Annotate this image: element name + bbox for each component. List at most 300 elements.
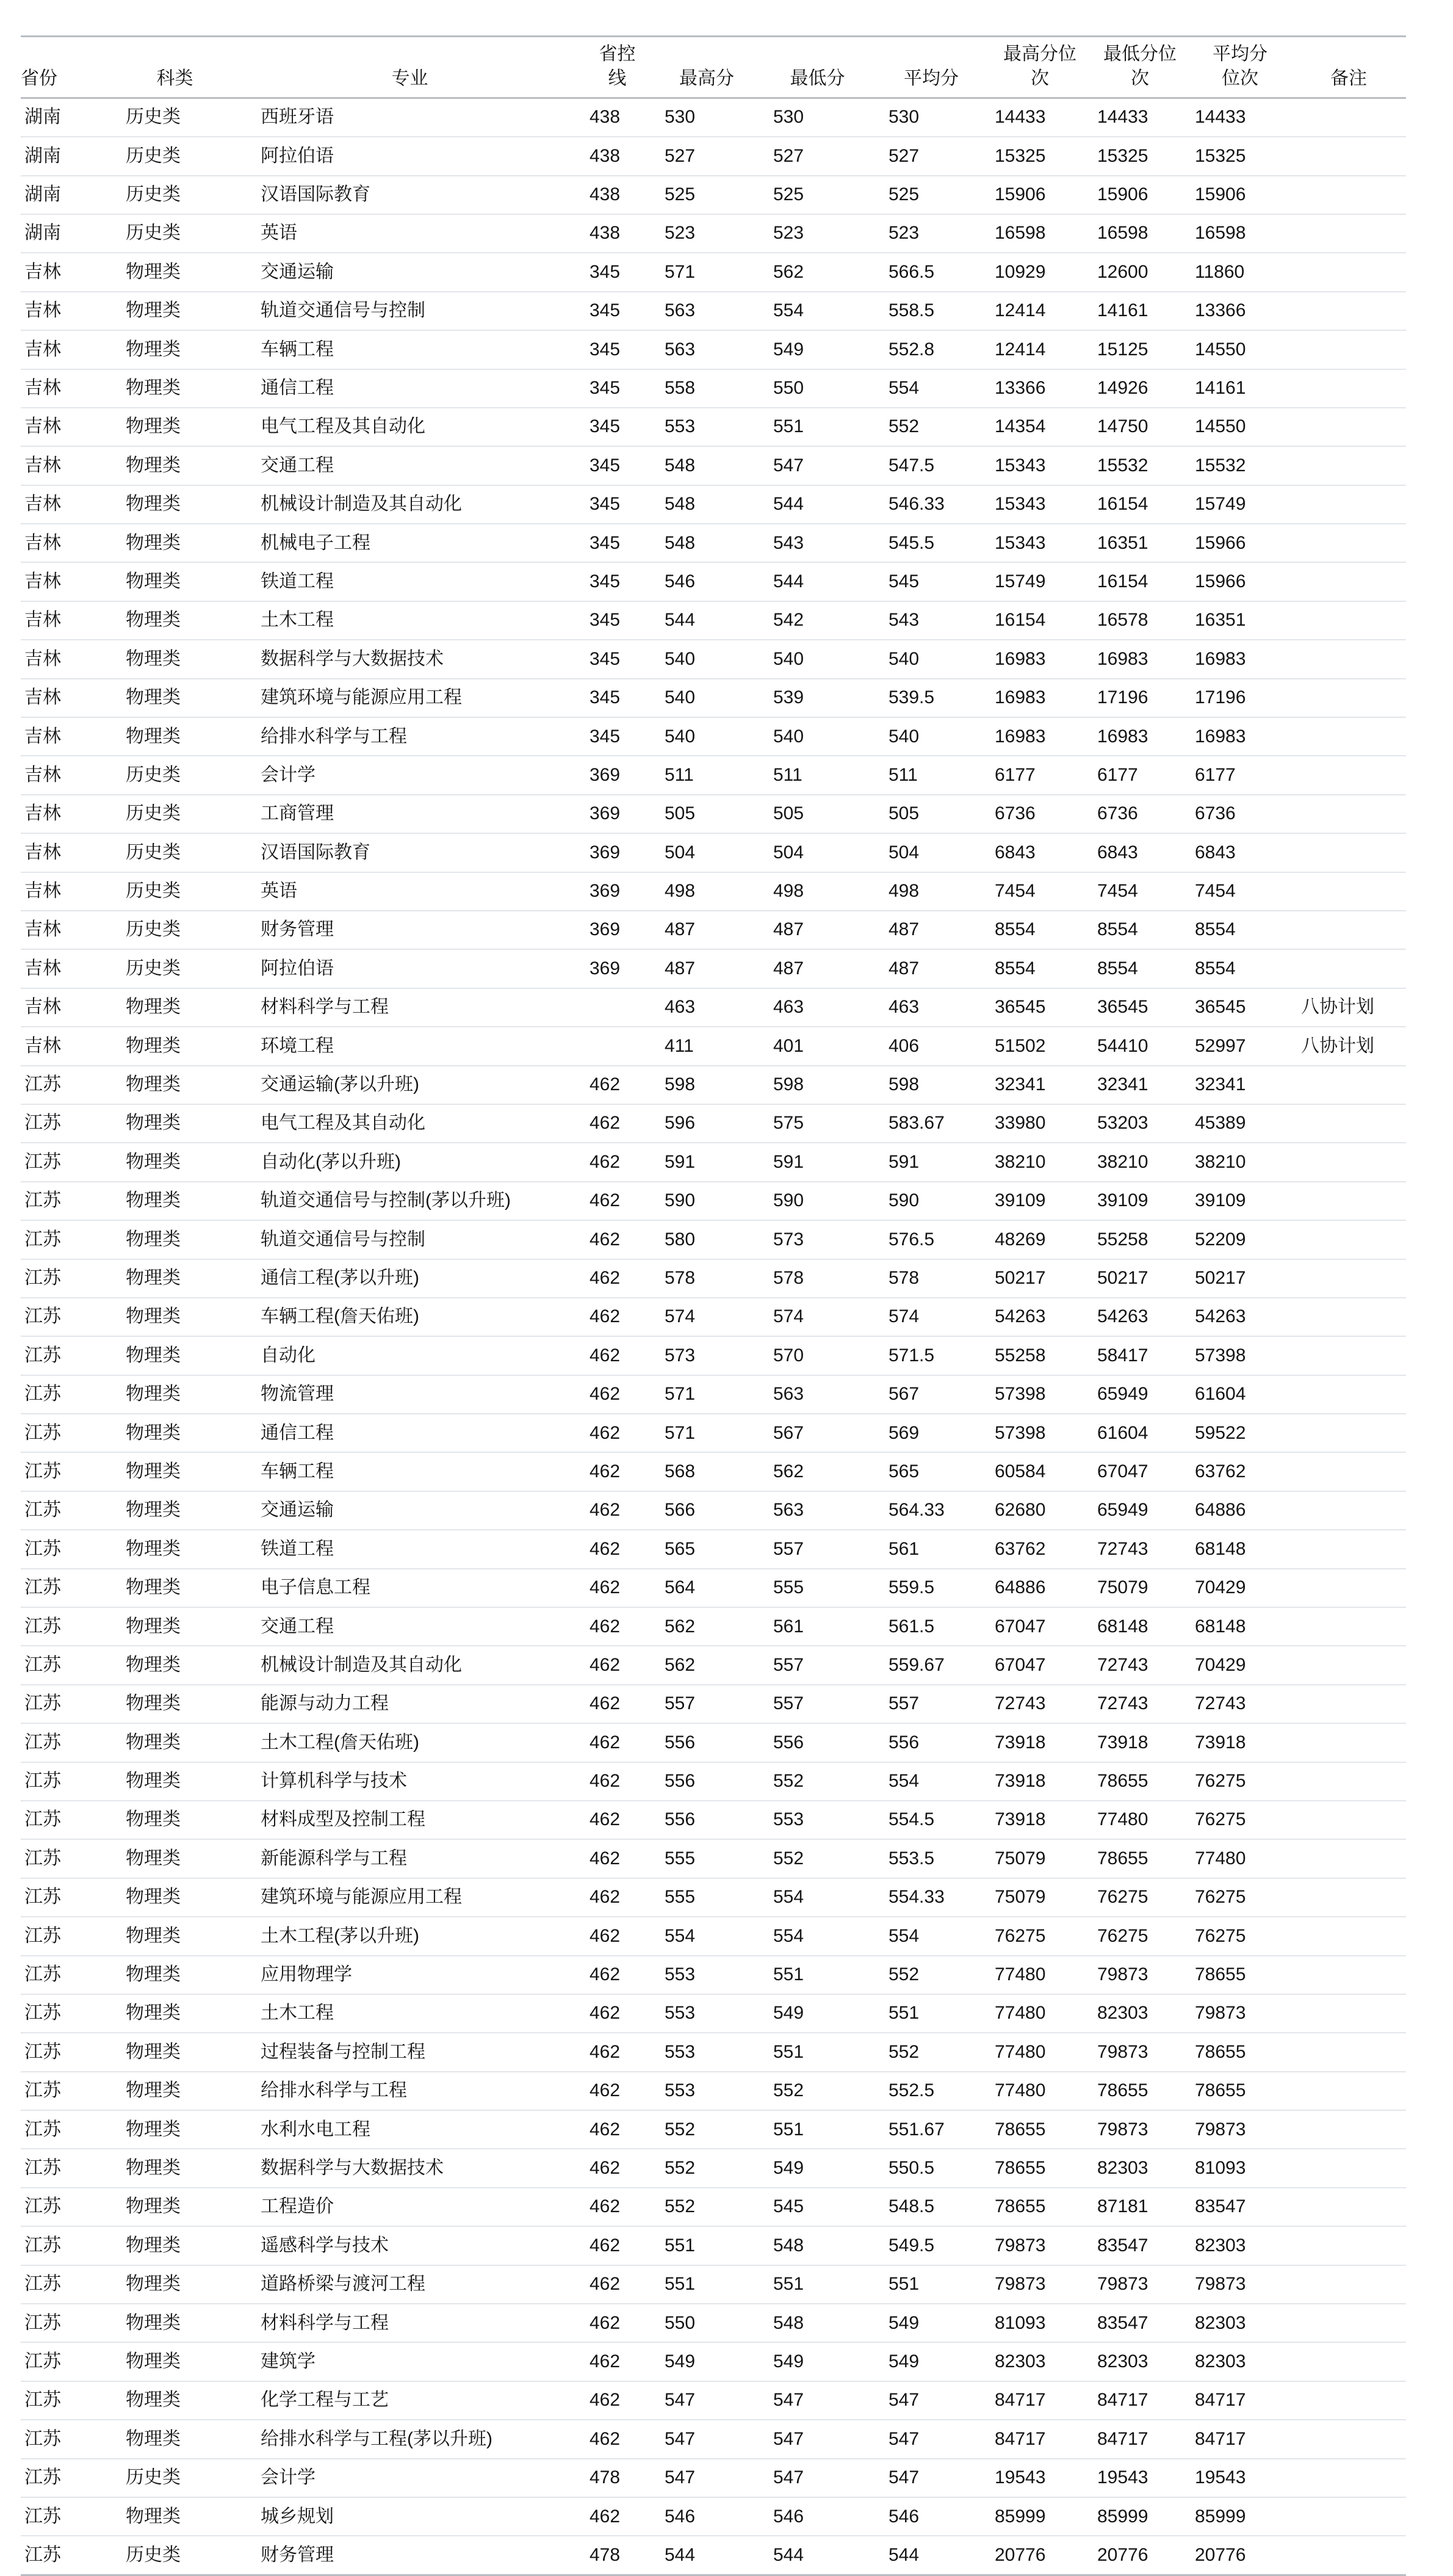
table-row <box>21 1569 1406 1607</box>
cell-min-rank: 32341 <box>1091 1066 1189 1104</box>
cell-note <box>1291 2226 1406 2265</box>
cell-major: 交通工程 <box>237 1607 582 1646</box>
cell-major: 英语 <box>237 872 582 911</box>
cell-avg-score: 527 <box>874 137 989 175</box>
cell-category: 物理类 <box>112 1762 237 1801</box>
cell-avg-score: 552 <box>874 1956 989 1994</box>
cell-province: 吉林 <box>21 253 112 291</box>
cell-major: 建筑环境与能源应用工程 <box>237 1878 582 1917</box>
cell-province: 湖南 <box>21 214 112 253</box>
column-header-provincial-line <box>582 37 652 98</box>
cell-province: 江苏 <box>21 1220 112 1259</box>
cell-min-rank: 84717 <box>1091 2381 1189 2420</box>
cell-avg-rank: 17196 <box>1189 679 1291 717</box>
cell-category: 物理类 <box>112 485 237 524</box>
table-row <box>21 1182 1406 1220</box>
cell-province: 吉林 <box>21 795 112 833</box>
cell-max-rank: 16983 <box>989 640 1091 678</box>
cell-note <box>1291 717 1406 756</box>
cell-province: 江苏 <box>21 1066 112 1104</box>
table-row <box>21 1762 1406 1801</box>
cell-max-score: 523 <box>652 214 761 253</box>
cell-major: 汉语国际教育 <box>237 176 582 214</box>
cell-avg-score: 544 <box>874 2536 989 2575</box>
cell-avg-score: 487 <box>874 911 989 949</box>
cell-min-rank: 16154 <box>1091 562 1189 601</box>
table-header <box>21 37 1406 98</box>
cell-min-rank: 15125 <box>1091 330 1189 369</box>
cell-avg-rank: 79873 <box>1189 2265 1291 2304</box>
cell-avg-score: 554.5 <box>874 1801 989 1839</box>
cell-provincial-line: 462 <box>582 1143 652 1181</box>
cell-major: 车辆工程 <box>237 330 582 369</box>
cell-avg-rank: 15532 <box>1189 446 1291 485</box>
cell-max-rank: 78655 <box>989 2188 1091 2226</box>
cell-note <box>1291 2536 1406 2575</box>
cell-min-score: 563 <box>761 1375 874 1414</box>
cell-max-score: 553 <box>652 1956 761 1994</box>
cell-note: 八协计划 <box>1291 988 1406 1027</box>
cell-avg-rank: 61604 <box>1189 1375 1291 1414</box>
cell-note <box>1291 1104 1406 1143</box>
cell-min-rank: 72743 <box>1091 1685 1189 1723</box>
cell-min-score: 547 <box>761 2420 874 2458</box>
cell-provincial-line <box>582 1027 652 1065</box>
table-body <box>21 98 1406 2575</box>
cell-category: 历史类 <box>112 2459 237 2497</box>
cell-max-score: 596 <box>652 1104 761 1143</box>
cell-min-rank: 16983 <box>1091 640 1189 678</box>
cell-min-rank: 72743 <box>1091 1530 1189 1568</box>
cell-min-rank: 15325 <box>1091 137 1189 175</box>
table-row <box>21 1414 1406 1452</box>
cell-max-score: 540 <box>652 717 761 756</box>
table-row <box>21 330 1406 369</box>
cell-avg-rank: 13366 <box>1189 292 1291 330</box>
cell-major: 车辆工程(詹天佑班) <box>237 1298 582 1336</box>
cell-min-rank: 87181 <box>1091 2188 1189 2226</box>
cell-major: 会计学 <box>237 2459 582 2497</box>
cell-province: 吉林 <box>21 446 112 485</box>
cell-category: 物理类 <box>112 1685 237 1723</box>
cell-max-score: 564 <box>652 1569 761 1607</box>
cell-min-score: 525 <box>761 176 874 214</box>
cell-avg-rank: 77480 <box>1189 1839 1291 1878</box>
cell-avg-score: 557 <box>874 1685 989 1723</box>
cell-category: 物理类 <box>112 601 237 640</box>
cell-min-rank: 53203 <box>1091 1104 1189 1143</box>
cell-min-score: 547 <box>761 446 874 485</box>
cell-min-score: 557 <box>761 1646 874 1684</box>
column-header-major-line2: 专业 <box>391 68 428 89</box>
cell-provincial-line: 462 <box>582 2149 652 2187</box>
table-row <box>21 137 1406 175</box>
cell-province: 吉林 <box>21 756 112 794</box>
cell-min-score: 578 <box>761 1259 874 1298</box>
cell-note <box>1291 1685 1406 1723</box>
cell-max-rank: 72743 <box>989 1685 1091 1723</box>
cell-max-score: 552 <box>652 2110 761 2149</box>
table-row <box>21 2459 1406 2497</box>
cell-province: 江苏 <box>21 1182 112 1220</box>
cell-max-rank: 7454 <box>989 872 1091 911</box>
table-row <box>21 1530 1406 1568</box>
cell-note <box>1291 408 1406 446</box>
cell-max-score: 551 <box>652 2226 761 2265</box>
cell-min-score: 562 <box>761 253 874 291</box>
cell-avg-score: 554 <box>874 369 989 408</box>
cell-max-score: 571 <box>652 1414 761 1452</box>
cell-category: 物理类 <box>112 717 237 756</box>
cell-max-score: 573 <box>652 1336 761 1375</box>
cell-avg-score: 569 <box>874 1414 989 1452</box>
cell-note <box>1291 253 1406 291</box>
cell-min-score: 498 <box>761 872 874 911</box>
cell-provincial-line: 345 <box>582 253 652 291</box>
cell-min-score: 550 <box>761 369 874 408</box>
cell-major: 财务管理 <box>237 911 582 949</box>
cell-avg-rank: 78655 <box>1189 2033 1291 2071</box>
cell-category: 物理类 <box>112 2188 237 2226</box>
cell-avg-rank: 78655 <box>1189 1956 1291 1994</box>
table-row <box>21 601 1406 640</box>
cell-min-rank: 16598 <box>1091 214 1189 253</box>
cell-provincial-line: 369 <box>582 795 652 833</box>
cell-major: 英语 <box>237 214 582 253</box>
cell-max-rank: 77480 <box>989 2033 1091 2071</box>
cell-province: 江苏 <box>21 2342 112 2381</box>
cell-category: 物理类 <box>112 446 237 485</box>
cell-max-rank: 14433 <box>989 98 1091 137</box>
cell-max-score: 568 <box>652 1452 761 1491</box>
table-row <box>21 292 1406 330</box>
cell-min-rank: 77480 <box>1091 1801 1189 1839</box>
cell-province: 江苏 <box>21 1994 112 2033</box>
cell-avg-score: 530 <box>874 98 989 137</box>
cell-category: 物理类 <box>112 1143 237 1181</box>
cell-avg-rank: 64886 <box>1189 1491 1291 1530</box>
cell-avg-rank: 15325 <box>1189 137 1291 175</box>
cell-max-rank: 15906 <box>989 176 1091 214</box>
cell-provincial-line: 462 <box>582 1607 652 1646</box>
cell-avg-rank: 79873 <box>1189 1994 1291 2033</box>
cell-category: 物理类 <box>112 640 237 678</box>
cell-category: 物理类 <box>112 562 237 601</box>
cell-note <box>1291 330 1406 369</box>
cell-category: 物理类 <box>112 679 237 717</box>
cell-avg-rank: 38210 <box>1189 1143 1291 1181</box>
cell-province: 江苏 <box>21 1607 112 1646</box>
cell-note <box>1291 2188 1406 2226</box>
cell-avg-rank: 85999 <box>1189 2497 1291 2536</box>
cell-category: 物理类 <box>112 1414 237 1452</box>
cell-province: 江苏 <box>21 2536 112 2575</box>
cell-province: 江苏 <box>21 1685 112 1723</box>
cell-major: 给排水科学与工程 <box>237 2072 582 2110</box>
cell-min-score: 539 <box>761 679 874 717</box>
cell-province: 吉林 <box>21 949 112 988</box>
cell-provincial-line: 345 <box>582 292 652 330</box>
cell-provincial-line: 462 <box>582 2188 652 2226</box>
cell-category: 物理类 <box>112 2497 237 2536</box>
table-row <box>21 1917 1406 1955</box>
cell-province: 吉林 <box>21 872 112 911</box>
cell-max-score: 553 <box>652 1994 761 2033</box>
cell-category: 物理类 <box>112 1182 237 1220</box>
cell-provincial-line: 462 <box>582 1801 652 1839</box>
cell-avg-score: 598 <box>874 1066 989 1104</box>
cell-max-rank: 75079 <box>989 1878 1091 1917</box>
table-row <box>21 98 1406 137</box>
cell-max-rank: 79873 <box>989 2265 1091 2304</box>
table-row <box>21 2149 1406 2187</box>
table-row <box>21 562 1406 601</box>
cell-major: 土木工程 <box>237 1994 582 2033</box>
cell-note <box>1291 756 1406 794</box>
table-row <box>21 369 1406 408</box>
cell-min-score: 549 <box>761 1994 874 2033</box>
cell-avg-rank: 78655 <box>1189 2072 1291 2110</box>
cell-min-rank: 17196 <box>1091 679 1189 717</box>
cell-category: 历史类 <box>112 872 237 911</box>
cell-max-score: 552 <box>652 2149 761 2187</box>
table-row <box>21 1104 1406 1143</box>
cell-min-rank: 16983 <box>1091 717 1189 756</box>
cell-category: 历史类 <box>112 911 237 949</box>
cell-note <box>1291 795 1406 833</box>
cell-min-score: 570 <box>761 1336 874 1375</box>
cell-max-score: 565 <box>652 1530 761 1568</box>
table-row <box>21 2536 1406 2575</box>
cell-max-score: 563 <box>652 330 761 369</box>
cell-avg-rank: 63762 <box>1189 1452 1291 1491</box>
cell-avg-score: 551 <box>874 2265 989 2304</box>
cell-category: 物理类 <box>112 1259 237 1298</box>
cell-max-rank: 10929 <box>989 253 1091 291</box>
cell-major: 阿拉伯语 <box>237 949 582 988</box>
cell-max-score: 548 <box>652 524 761 562</box>
cell-min-score: 573 <box>761 1220 874 1259</box>
cell-province: 江苏 <box>21 1336 112 1375</box>
cell-category: 物理类 <box>112 1298 237 1336</box>
cell-min-rank: 58417 <box>1091 1336 1189 1375</box>
cell-avg-rank: 14161 <box>1189 369 1291 408</box>
cell-avg-rank: 81093 <box>1189 2149 1291 2187</box>
cell-min-score: 505 <box>761 795 874 833</box>
cell-max-score: 547 <box>652 2459 761 2497</box>
table-row <box>21 795 1406 833</box>
cell-note <box>1291 1994 1406 2033</box>
header-row <box>21 37 1406 98</box>
cell-min-score: 530 <box>761 98 874 137</box>
cell-avg-rank: 79873 <box>1189 2110 1291 2149</box>
cell-major: 土木工程(詹天佑班) <box>237 1723 582 1762</box>
cell-note <box>1291 214 1406 253</box>
cell-max-rank: 15343 <box>989 446 1091 485</box>
column-header-avg-rank <box>1189 37 1291 98</box>
cell-provincial-line: 462 <box>582 2110 652 2149</box>
cell-avg-score: 406 <box>874 1027 989 1065</box>
cell-min-score: 554 <box>761 1917 874 1955</box>
cell-category: 物理类 <box>112 1994 237 2033</box>
table-row <box>21 2420 1406 2458</box>
cell-avg-rank: 39109 <box>1189 1182 1291 1220</box>
cell-min-score: 556 <box>761 1723 874 1762</box>
cell-avg-rank: 76275 <box>1189 1801 1291 1839</box>
cell-max-score: 562 <box>652 1646 761 1684</box>
cell-major: 自动化 <box>237 1336 582 1375</box>
column-header-max-score <box>652 37 761 98</box>
cell-avg-score: 561 <box>874 1530 989 1568</box>
cell-province: 吉林 <box>21 369 112 408</box>
cell-avg-rank: 8554 <box>1189 911 1291 949</box>
cell-category: 物理类 <box>112 1607 237 1646</box>
cell-category: 物理类 <box>112 1491 237 1530</box>
cell-avg-score: 551 <box>874 1994 989 2033</box>
table-row <box>21 1336 1406 1375</box>
cell-note <box>1291 1839 1406 1878</box>
cell-provincial-line: 462 <box>582 1878 652 1917</box>
cell-provincial-line: 345 <box>582 601 652 640</box>
cell-major: 材料成型及控制工程 <box>237 1801 582 1839</box>
cell-max-rank: 57398 <box>989 1414 1091 1452</box>
cell-category: 物理类 <box>112 1569 237 1607</box>
cell-province: 江苏 <box>21 2304 112 2342</box>
cell-max-rank: 73918 <box>989 1723 1091 1762</box>
cell-min-rank: 12600 <box>1091 253 1189 291</box>
cell-note <box>1291 2265 1406 2304</box>
cell-avg-rank: 76275 <box>1189 1878 1291 1917</box>
column-header-major <box>237 37 582 98</box>
cell-max-rank: 73918 <box>989 1801 1091 1839</box>
cell-max-score: 544 <box>652 2536 761 2575</box>
cell-province: 江苏 <box>21 2265 112 2304</box>
cell-avg-rank: 15966 <box>1189 524 1291 562</box>
cell-major: 交通运输 <box>237 1491 582 1530</box>
cell-note <box>1291 1182 1406 1220</box>
cell-provincial-line: 369 <box>582 949 652 988</box>
table-row <box>21 2265 1406 2304</box>
cell-note <box>1291 1336 1406 1375</box>
cell-min-score: 546 <box>761 2497 874 2536</box>
cell-avg-rank: 68148 <box>1189 1530 1291 1568</box>
cell-max-rank: 12414 <box>989 330 1091 369</box>
column-header-min-rank-line2: 次 <box>1131 68 1149 89</box>
table-row <box>21 2342 1406 2381</box>
cell-max-rank: 77480 <box>989 1956 1091 1994</box>
cell-province: 江苏 <box>21 1414 112 1452</box>
cell-category: 物理类 <box>112 1375 237 1414</box>
cell-min-rank: 15906 <box>1091 176 1189 214</box>
cell-provincial-line: 345 <box>582 717 652 756</box>
cell-max-rank: 15343 <box>989 524 1091 562</box>
cell-category: 历史类 <box>112 137 237 175</box>
cell-min-rank: 16578 <box>1091 601 1189 640</box>
table-row <box>21 949 1406 988</box>
cell-min-score: 549 <box>761 2342 874 2381</box>
cell-max-rank: 82303 <box>989 2342 1091 2381</box>
column-header-max-rank-line2: 次 <box>1031 68 1049 89</box>
cell-avg-score: 547.5 <box>874 446 989 485</box>
cell-note <box>1291 949 1406 988</box>
cell-max-rank: 6177 <box>989 756 1091 794</box>
cell-max-score: 547 <box>652 2381 761 2420</box>
cell-min-score: 511 <box>761 756 874 794</box>
cell-category: 物理类 <box>112 1530 237 1568</box>
table-row <box>21 485 1406 524</box>
cell-province: 吉林 <box>21 717 112 756</box>
admission-score-table <box>21 35 1406 2576</box>
cell-avg-score: 463 <box>874 988 989 1027</box>
cell-category: 物理类 <box>112 408 237 446</box>
cell-provincial-line: 462 <box>582 2033 652 2071</box>
cell-category: 历史类 <box>112 795 237 833</box>
table-row <box>21 1298 1406 1336</box>
cell-category: 物理类 <box>112 2304 237 2342</box>
cell-min-rank: 73918 <box>1091 1723 1189 1762</box>
cell-note <box>1291 1259 1406 1298</box>
cell-max-rank: 33980 <box>989 1104 1091 1143</box>
cell-avg-score: 591 <box>874 1143 989 1181</box>
cell-note <box>1291 1143 1406 1181</box>
cell-max-rank: 6843 <box>989 833 1091 872</box>
cell-avg-score: 539.5 <box>874 679 989 717</box>
cell-major: 给排水科学与工程 <box>237 717 582 756</box>
table-row <box>21 2033 1406 2071</box>
cell-note <box>1291 640 1406 678</box>
cell-avg-rank: 82303 <box>1189 2304 1291 2342</box>
cell-provincial-line: 462 <box>582 1723 652 1762</box>
cell-max-score: 571 <box>652 253 761 291</box>
cell-note <box>1291 1452 1406 1491</box>
cell-max-rank: 57398 <box>989 1375 1091 1414</box>
cell-note <box>1291 601 1406 640</box>
cell-max-score: 525 <box>652 176 761 214</box>
table-row <box>21 911 1406 949</box>
cell-min-rank: 82303 <box>1091 2342 1189 2381</box>
cell-provincial-line: 345 <box>582 446 652 485</box>
cell-avg-score: 574 <box>874 1298 989 1336</box>
cell-min-rank: 8554 <box>1091 949 1189 988</box>
cell-note <box>1291 2342 1406 2381</box>
cell-note <box>1291 524 1406 562</box>
cell-max-score: 487 <box>652 949 761 988</box>
cell-province: 湖南 <box>21 98 112 137</box>
cell-min-rank: 50217 <box>1091 1259 1189 1298</box>
cell-provincial-line: 345 <box>582 408 652 446</box>
cell-provincial-line: 462 <box>582 1762 652 1801</box>
cell-avg-rank: 57398 <box>1189 1336 1291 1375</box>
table-row <box>21 1723 1406 1762</box>
cell-province: 吉林 <box>21 524 112 562</box>
cell-category: 物理类 <box>112 1646 237 1684</box>
cell-min-score: 504 <box>761 833 874 872</box>
cell-avg-score: 571.5 <box>874 1336 989 1375</box>
cell-min-rank: 36545 <box>1091 988 1189 1027</box>
cell-provincial-line: 462 <box>582 1259 652 1298</box>
cell-max-rank: 16983 <box>989 679 1091 717</box>
column-header-min-rank <box>1091 37 1189 98</box>
cell-max-rank: 79873 <box>989 2226 1091 2265</box>
cell-province: 吉林 <box>21 485 112 524</box>
table-row <box>21 1143 1406 1181</box>
cell-major: 电气工程及其自动化 <box>237 408 582 446</box>
table-row <box>21 1220 1406 1259</box>
cell-provincial-line: 462 <box>582 1685 652 1723</box>
cell-major: 给排水科学与工程(茅以升班) <box>237 2420 582 2458</box>
cell-min-rank: 78655 <box>1091 2072 1189 2110</box>
cell-min-rank: 84717 <box>1091 2420 1189 2458</box>
